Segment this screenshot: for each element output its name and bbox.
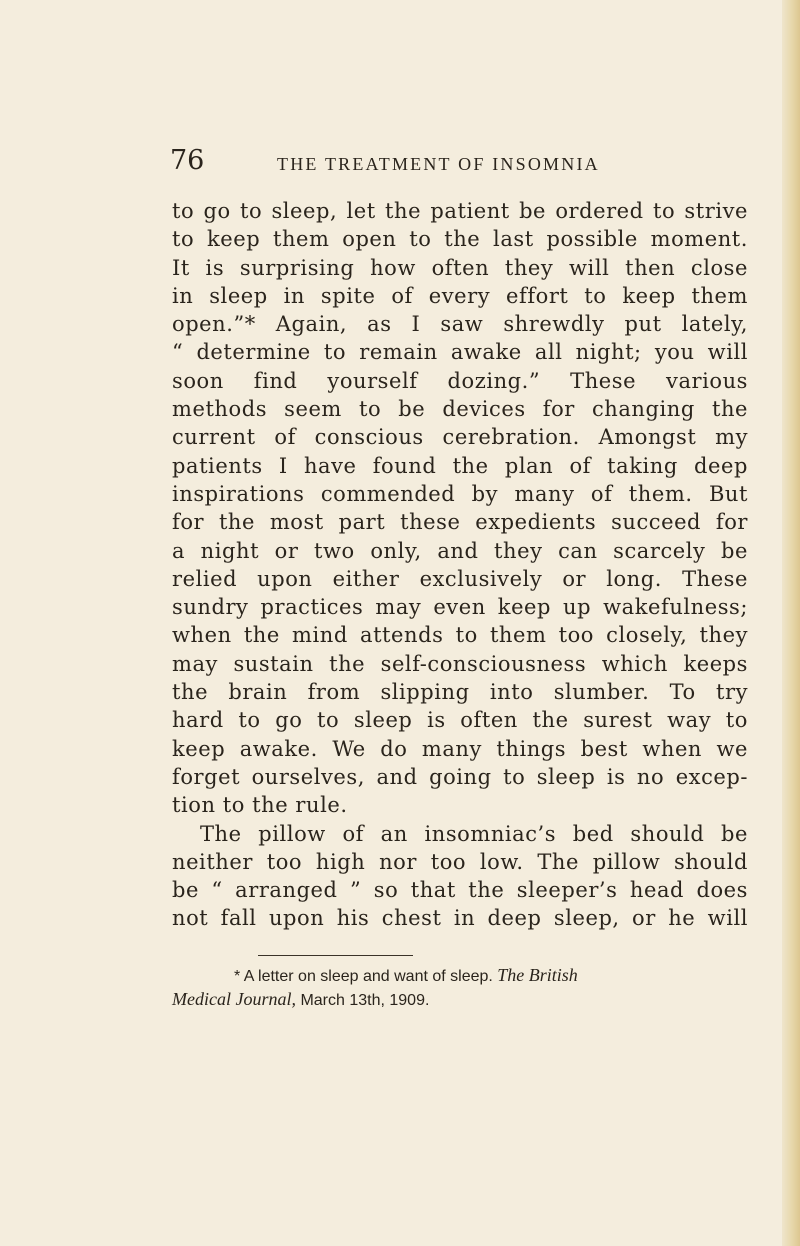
text-line: may sustain the self-consciousness which keeps <box>172 651 748 676</box>
footnote-line <box>172 988 748 1012</box>
text-line: not fall upon his chest in deep sleep, or he will <box>172 906 748 931</box>
text-line: “ determine to remain awake all night; you will <box>172 340 748 365</box>
footnote-journal-title: The British <box>497 965 578 985</box>
footnote-prefix: * A letter on sleep and want of sleep. <box>234 968 493 985</box>
text-line: keep awake. We do many things best when we <box>172 736 748 761</box>
paragraph-start-line: The pillow of an insomniac’s bed should be <box>200 821 748 846</box>
text-line: to keep them open to the last possible moment. <box>172 227 748 252</box>
text-line: neither too high nor too low. The pillow should <box>172 849 748 874</box>
text-line: when the mind attends to them too closely, they <box>172 623 748 648</box>
text-line: sundry practices may even keep up wakefulness; <box>172 595 748 620</box>
text-line: patients I have found the plan of taking deep <box>172 453 748 478</box>
text-line: tion to the rule. <box>172 793 348 818</box>
text-line: the brain from slipping into slumber. To try <box>172 680 748 705</box>
text-line: current of conscious cerebration. Amongst my <box>172 425 748 450</box>
page-header <box>170 146 750 180</box>
footnote-divider <box>258 955 413 956</box>
text-line: soon find yourself dozing.” These various <box>172 368 748 393</box>
text-line: in sleep in spite of every effort to keep them <box>172 283 748 308</box>
body-text <box>172 197 748 933</box>
page-number: 76 <box>170 145 205 176</box>
text-line: hard to go to sleep is often the surest way to <box>172 708 748 733</box>
text-line: It is surprising how often they will then close <box>172 255 748 280</box>
text-line: a night or two only, and they can scarcely be <box>172 538 748 563</box>
text-line: for the most part these expedients succeed for <box>172 510 748 535</box>
text-line: methods seem to be devices for changing the <box>172 397 748 422</box>
text-line: be “ arranged ” so that the sleeper’s head does <box>172 878 748 903</box>
text-line: inspirations commended by many of them. But <box>172 481 748 506</box>
text-line: relied upon either exclusively or long. These <box>172 566 748 591</box>
footnote-line <box>172 964 748 988</box>
running-title: THE TREATMENT OF INSOMNIA <box>277 154 600 174</box>
page-edge <box>782 0 800 1246</box>
text-line: open.”* Again, as I saw shrewdly put lately, <box>172 312 748 337</box>
text-line: forget ourselves, and going to sleep is no excep- <box>172 764 748 789</box>
footnote-date: March 13th, 1909. <box>300 992 430 1009</box>
text-line: to go to sleep, let the patient be ordered to strive <box>172 199 748 223</box>
footnote <box>172 964 748 1012</box>
footnote-journal-title-continued: Medical Journal, <box>172 989 296 1009</box>
